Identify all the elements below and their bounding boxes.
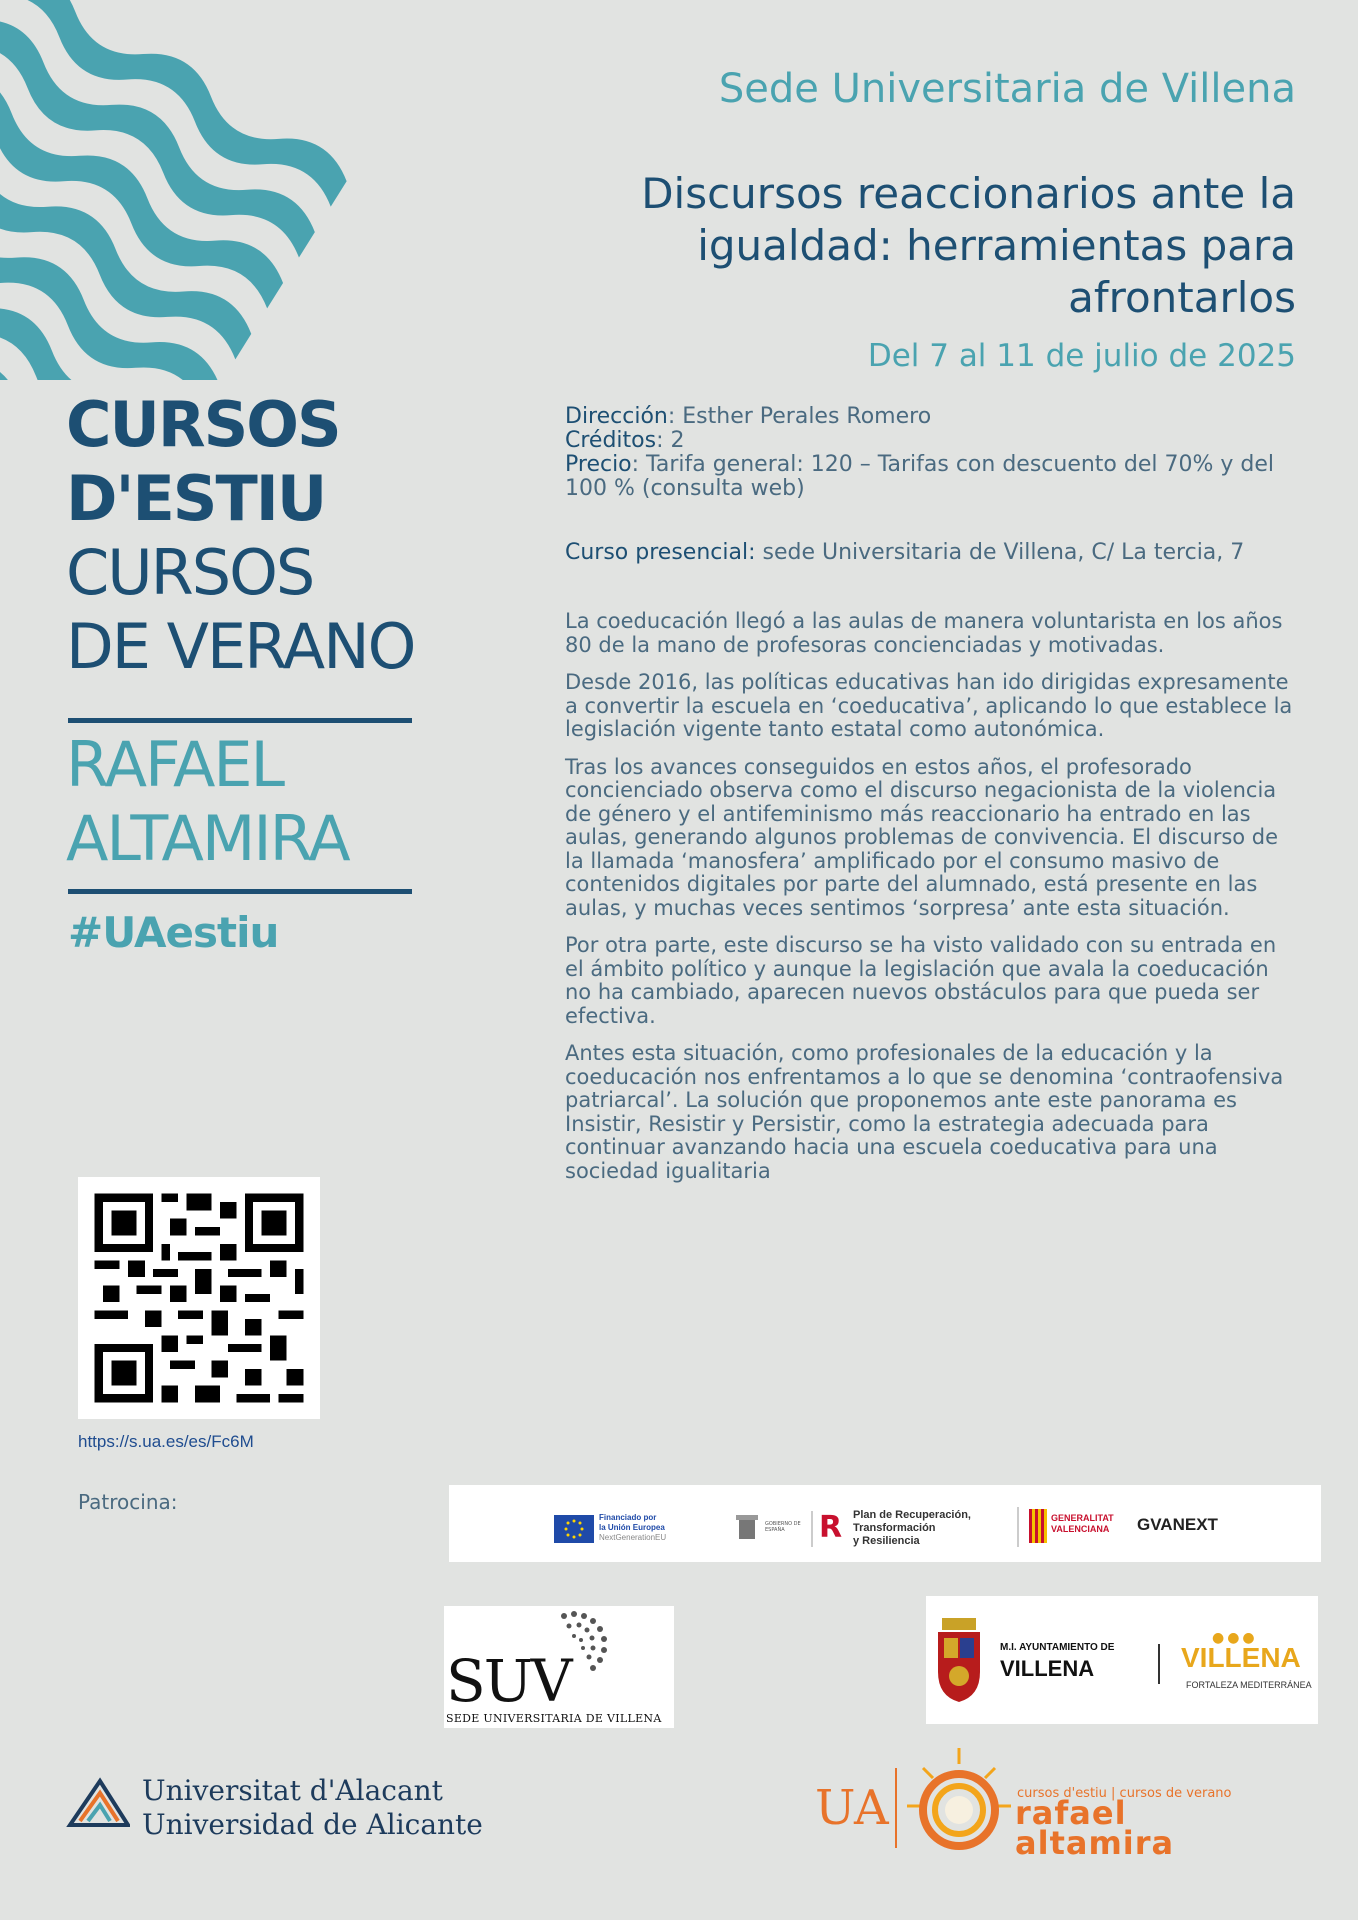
ayuntamiento-line: M.I. AYUNTAMIENTO DE: [1000, 1642, 1115, 1653]
suv-caption: SEDE UNIVERSITARIA DE VILLENA: [446, 1712, 662, 1725]
creditos-label: Créditos: [565, 428, 657, 453]
eu-line: NextGenerationEU: [599, 1533, 667, 1542]
gv-line: VALENCIANA: [1051, 1524, 1110, 1534]
brand-line: CURSOS: [66, 388, 340, 461]
qr-code-icon: [78, 1177, 320, 1419]
eu-text: [599, 1513, 666, 1543]
presencial-label: Curso presencial:: [565, 540, 756, 565]
rafael-word: rafael: [1015, 1794, 1127, 1832]
eu-line: la Unión Europea: [599, 1523, 665, 1532]
sponsor-label: Patrocina:: [78, 1490, 178, 1514]
eu-line: Financiado por: [599, 1513, 657, 1522]
precio-label: Precio: [565, 452, 632, 477]
villena-brand: VILLENA: [1181, 1642, 1301, 1673]
wave-pattern: [0, 0, 600, 380]
suv-logo: [444, 1606, 674, 1728]
divider: [68, 889, 412, 894]
creditos-value: : 2: [656, 428, 685, 453]
course-info: [565, 405, 1295, 501]
divider: [811, 1511, 813, 1547]
spain-coat-of-arms-icon: [733, 1513, 761, 1543]
direccion-value: : Esther Perales Romero: [667, 404, 932, 429]
course-title: Discursos reaccionarios ante la igualdad: herramientas para afrontarlos: [641, 169, 1296, 322]
hashtag: #UAestiu: [68, 908, 279, 957]
eu-flag-icon: [554, 1515, 594, 1543]
paragraph: Tras los avances conseguidos en estos años, el profesorado concienciado observa como el discurso negacionista de la violencia de género y el antifeminismo más reaccionario ha entrado en las aulas, generando algunos problemas de convivencia. El discurso de la llamada ‘manosfera’ amplificado por el consumo masivo de contenidos digitales por parte del alumnado, está presente en las aulas, y muchas veces sentimos ‘sorpresa’ ante esta situación.: [565, 754, 1279, 920]
presencial-value: sede Universitaria de Villena, C/ La tercia, 7: [755, 540, 1245, 565]
brand-line: D'ESTIU: [66, 462, 326, 535]
ua-name: [142, 1774, 483, 1842]
gvanext-logo: GVANEXT: [1137, 1515, 1218, 1534]
plan-line: Transformación: [853, 1522, 936, 1534]
divider: [1158, 1644, 1160, 1684]
plan-text: [853, 1509, 971, 1548]
course-description: [565, 610, 1300, 1197]
ua-line: Universitat d'Alacant: [142, 1774, 443, 1807]
ua-logo-icon: [66, 1775, 130, 1831]
precio-value: : Tarifa general: 120 – Tarifas con descuento del 70% y del 100 % (consulta web): [565, 452, 1275, 501]
villena-coat-of-arms-icon: [934, 1616, 984, 1704]
paragraph: Desde 2016, las políticas educativas han ido dirigidas expresamente a convertir la escuela en ‘coeducativa’, aplicando lo que establece la legislación vigente tanto estatal como autonómica.: [565, 670, 1293, 741]
cursos-brand-block: [66, 388, 414, 684]
divider: [68, 718, 412, 723]
sun-icon: [903, 1740, 1015, 1870]
rafael-small: cursos d'estiu | cursos de verano: [1017, 1786, 1232, 1801]
gv-line: GENERALITAT: [1051, 1513, 1114, 1523]
ua-line: Universidad de Alicante: [142, 1808, 483, 1841]
course-link[interactable]: https://s.ua.es/es/Fc6M: [78, 1432, 254, 1451]
rafael-altamira-brand: [66, 728, 349, 876]
direccion-label: Dirección: [565, 404, 668, 429]
crown-dots-icon: ●●●: [1212, 1630, 1258, 1646]
brand-line: ALTAMIRA: [66, 802, 349, 875]
paragraph: Por otra parte, este discurso se ha visto validado con su entrada en el ámbito político y aunque la legislación que avala la coeducación no ha cambiado, aparecen nuevos obstáculos para que pueda ser efectiva.: [565, 933, 1277, 1028]
divider: [895, 1768, 897, 1848]
divider: [1017, 1507, 1019, 1547]
modalidad: [565, 540, 1295, 565]
qr-code[interactable]: [78, 1177, 320, 1419]
brand-line: CURSOS: [66, 536, 314, 609]
generalitat-flag-icon: [1029, 1509, 1047, 1543]
sponsors-banner: [449, 1485, 1321, 1562]
villena-tag: FORTALEZA MEDITERRÁNEA: [1186, 1680, 1312, 1690]
suv-mark: SUV: [446, 1647, 571, 1715]
altamira-word: altamira: [1015, 1824, 1175, 1862]
paragraph: Antes esta situación, como profesionales de la educación y la coeducación nos enfrentamos a lo que se denomina ‘contraofensiva patriarcal’. La solución que proponemos ante este panorama es Insistir, Resistir y Persistir, como la estrategia adecuada para continuar avanzando hacia una escuela coeducativa para una sociedad igualitaria: [565, 1041, 1284, 1183]
brand-line: RAFAEL: [66, 728, 284, 801]
paragraph: La coeducación llegó a las aulas de manera voluntarista en los años 80 de la mano de profesoras concienciadas y motivadas.: [565, 609, 1283, 657]
plan-line: Plan de Recuperación,: [853, 1509, 971, 1521]
course-dates: Del 7 al 11 de julio de 2025: [867, 338, 1296, 374]
sede-heading: Sede Universitaria de Villena: [718, 66, 1296, 112]
ayuntamiento-name: VILLENA: [1000, 1656, 1095, 1681]
ua-mark: UA: [815, 1780, 889, 1836]
brand-line: DE VERANO: [66, 610, 415, 683]
rafael-altamira-logo: [815, 1740, 1295, 1880]
gobierno-text: GOBIERNO DE ESPAÑA: [765, 1521, 801, 1533]
plan-line: y Resiliencia: [853, 1535, 920, 1547]
villena-logo: [926, 1596, 1318, 1724]
prtr-logo-icon: R: [819, 1510, 843, 1545]
generalitat-text: [1051, 1513, 1114, 1535]
